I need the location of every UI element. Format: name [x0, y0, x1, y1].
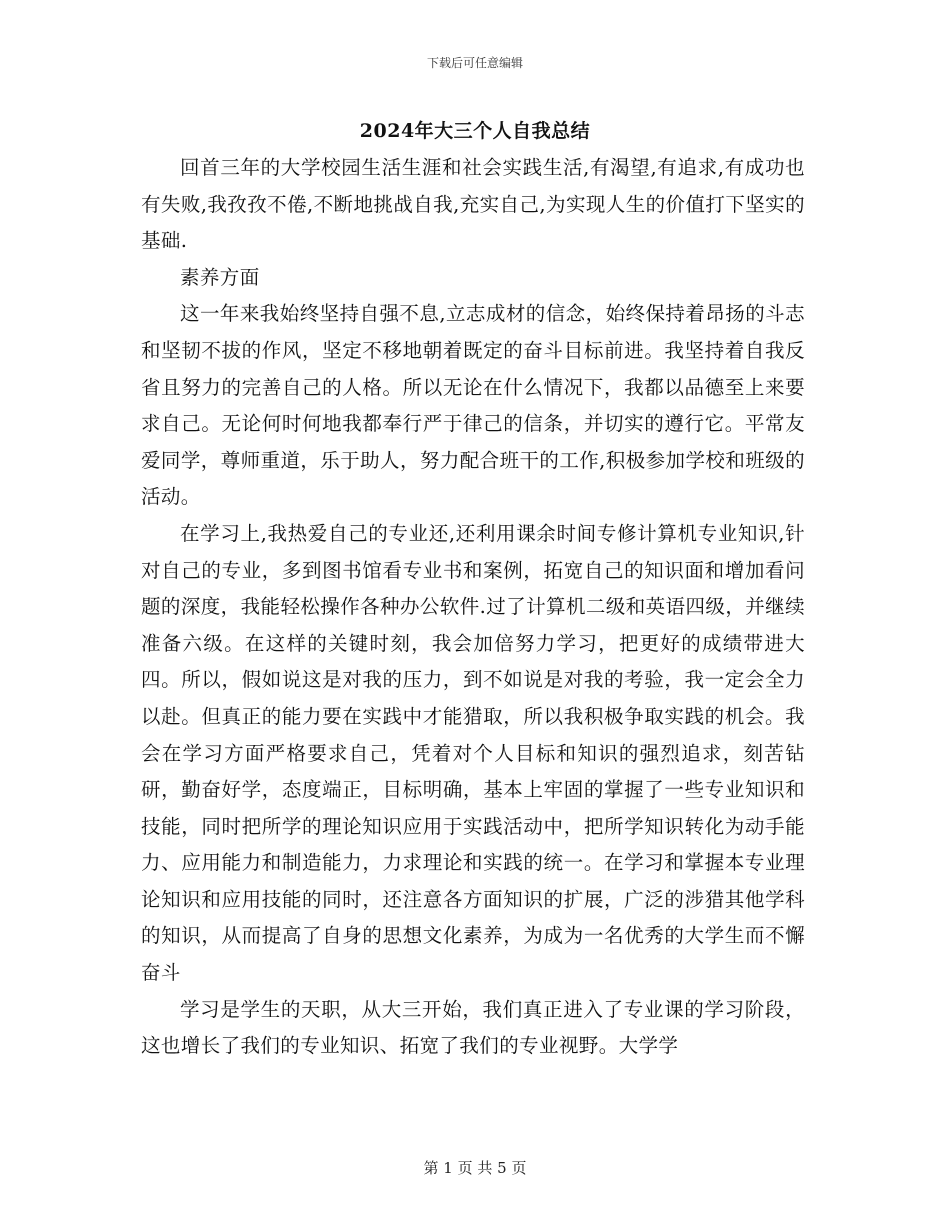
document-body	[141, 150, 805, 1065]
paragraph-study: 在学习上,我热爱自己的专业还,还利用课余时间专修计算机专业知识,针对自己的专业，多到图书馆看专业书和案例，拓宽自己的知识面和增加看问题的深度，我能轻松操作各种办公软件.过了计算机二级和英语四级，并继续准备六级。在这样的关键时刻，我会加倍努力学习，把更好的成绩带进大四。所以，假如说这是对我的压力，到不如说是对我的考验，我一定会全力以赴。但真正的能力要在实践中才能猎取，所以我积极争取实践的机会。我会在学习方面严格要求自己，凭着对个人目标和知识的强烈追求，刻苦钻研，勤奋好学，态度端正，目标明确，基本上牢固的掌握了一些专业知识和技能，同时把所学的理论知识应用于实践活动中，把所学知识转化为动手能力、应用能力和制造能力，力求理论和实践的统一。在学习和掌握本专业理论知识和应用技能的同时，还注意各方面知识的扩展，广泛的涉猎其他学科的知识，从而提高了自身的思想文化素养，为成为一名优秀的大学生而不懈奋斗	[141, 521, 805, 985]
page-number: 第 1 页 共 5 页	[423, 1159, 527, 1177]
document-title: 2024年大三个人自我总结	[359, 120, 591, 142]
paragraph-suyang: 这一年来我始终坚持自强不息,立志成材的信念，始终保持着昂扬的斗志和坚韧不拔的作风，坚定不移地朝着既定的奋斗目标前进。我坚持着自我反省且努力的完善自己的人格。所以无论在什么情况下，我都以品德至上来要求自己。无论何时何地我都奉行严于律己的信条，并切实的遵行它。平常友爱同学，尊师重道，乐于助人，努力配合班干的工作,积极参加学校和班级的活动。	[141, 302, 805, 509]
paragraph-intro: 回首三年的大学校园生活生涯和社会实践生活,有渴望,有追求,有成功也有失败,我孜孜不倦,不断地挑战自我,充实自己,为实现人生的价值打下坚实的基础.	[141, 156, 805, 253]
paragraph-study-continued: 学习是学生的天职，从大三开始，我们真正进入了专业课的学习阶段，这也增长了我们的专业知识、拓宽了我们的专业视野。大学学	[141, 997, 805, 1058]
section-heading-suyang: 素养方面	[180, 265, 260, 289]
page-header: 下载后可任意编辑	[426, 56, 523, 70]
